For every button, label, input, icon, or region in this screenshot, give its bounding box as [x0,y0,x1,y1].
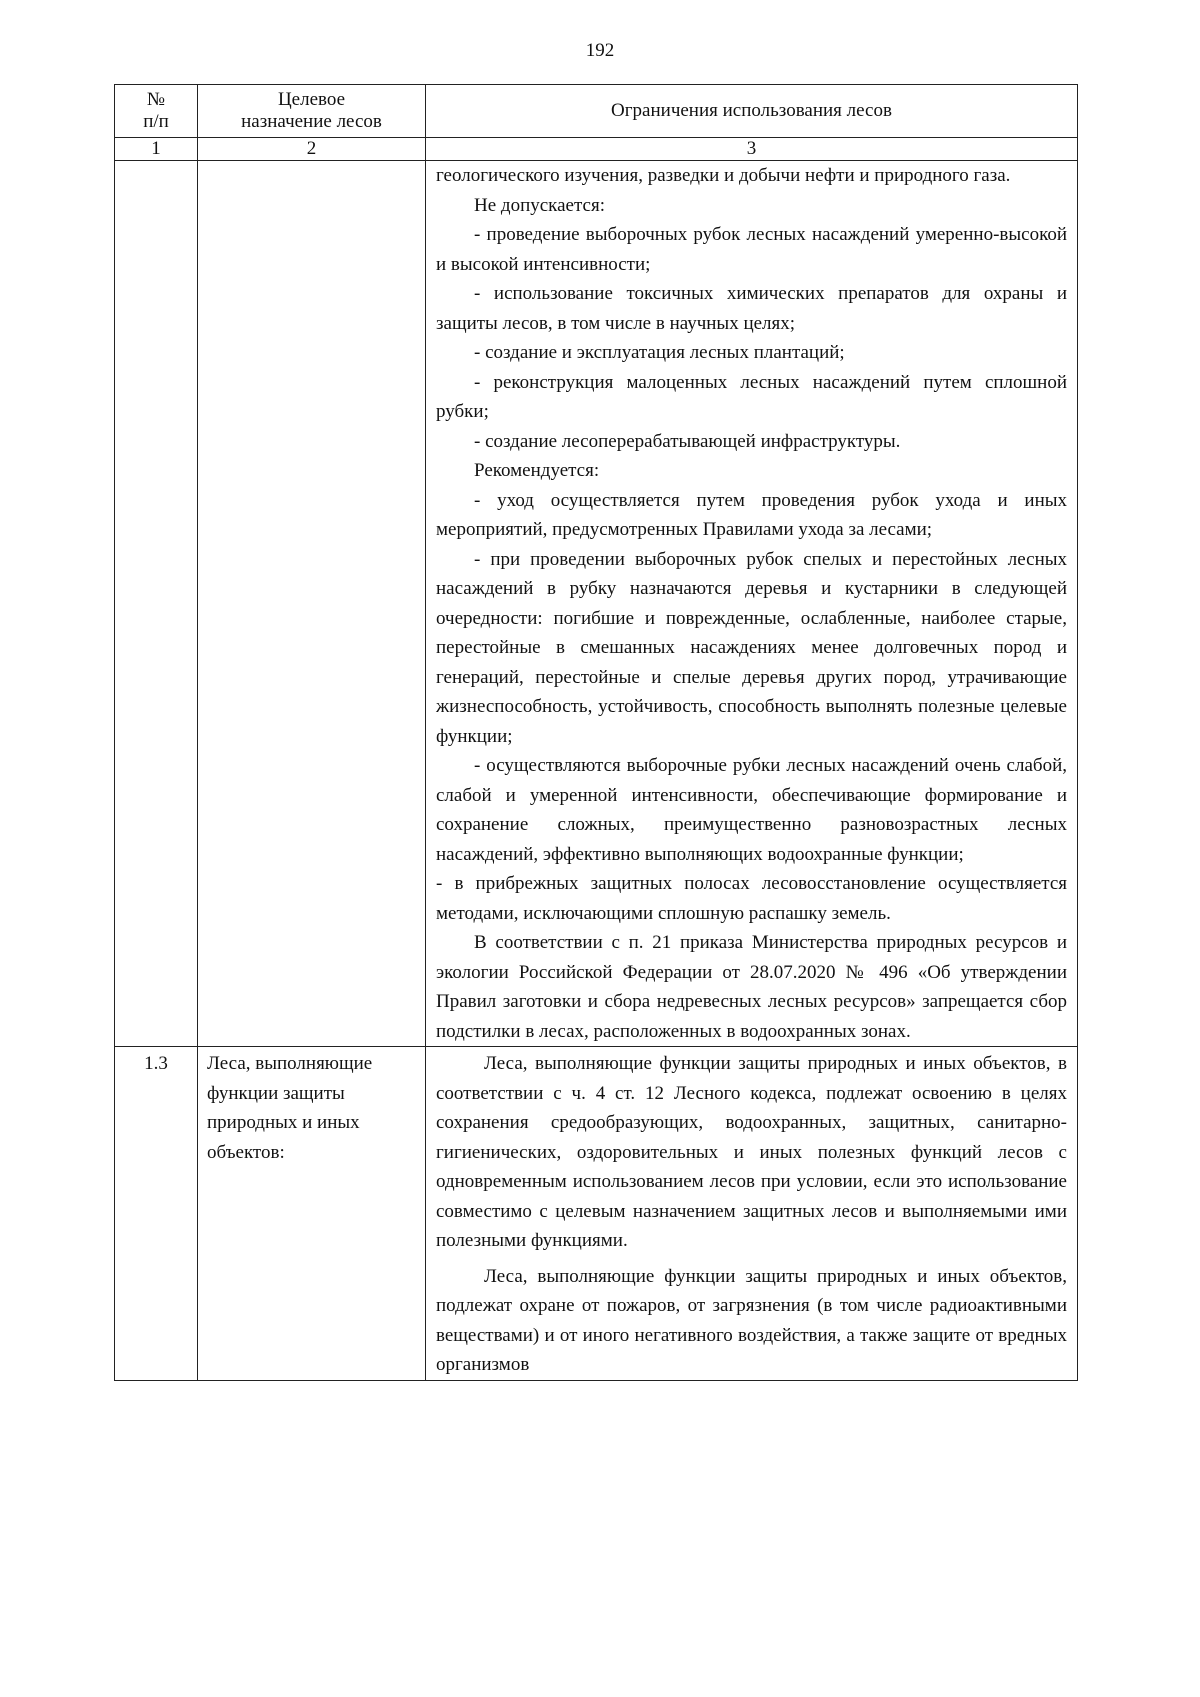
paragraph: - использование токсичных химических препаратов для охраны и защиты лесов, в том числе в научных целях; [436,283,1067,334]
row-number-cell: 1.3 [115,1047,198,1381]
table-row [115,161,1078,1047]
paragraph: Не допускается: [474,194,605,216]
header-number-line1: № [146,89,166,110]
header-purpose-line2: назначение лесов [241,111,382,132]
paragraph: В соответствии с п. 21 приказа Министерства природных ресурсов и экологии Российской Федерации от 28.07.2020 № 496 «Об утверждении Правил заготовки и сбора недревесных лесных ресурсов» запрещается сбор подстилки в лесах, расположенных в водоохранных зонах. [436,932,1067,1042]
header-limits: Ограничения использования лесов [426,85,1078,138]
column-number-3: 3 [426,138,1078,161]
column-number-row [115,138,1078,161]
row-limits-cell [426,161,1078,1047]
row-limits-cell [426,1047,1078,1381]
paragraph: Леса, выполняющие функции защиты природных и иных объектов, в соответствии с ч. 4 ст. 12 Лесного кодекса, подлежат освоению в целях сохранения средообразующих, водоохранных, защитных, санитарно-гигиенических, оздоровительных и иных полезных функций лесов с одновременным использованием лесов при условии, если это использование совместимо с целевым назначением защитных лесов и выполняемыми ими полезными функциями. [436,1053,1067,1251]
paragraph: - создание лесоперерабатывающей инфраструктуры. [474,430,901,452]
paragraph: - уход осуществляется путем проведения рубок ухода и иных мероприятий, предусмотренных Правилами ухода за лесами; [436,489,1067,540]
paragraph: - при проведении выборочных рубок спелых и перестойных лесных насаждений в рубку назначаются деревья и кустарники в следующей очередности: погибшие и поврежденные, ослабленные, наиболее старые, перестойные в смешанных насаждениях менее долговечных пород и генераций, перестойные и спелые деревья других пород, утрачивающие жизнеспособность, устойчивость, способность выполнять полезные целевые функции; [436,548,1067,747]
header-number [115,85,198,138]
row-purpose-cell: Леса, выполняющие функции защиты природных и иных объектов: [198,1047,426,1381]
paragraph: - осуществляются выборочные рубки лесных насаждений очень слабой, слабой и умеренной интенсивности, обеспечивающие формирование и сохранение сложных, преимущественно разновозрастных лесных насаждений, эффективно выполняющих водоохранные функции; [436,755,1067,865]
paragraph: Рекомендуется: [474,460,600,481]
row-number-cell [115,161,198,1047]
header-number-line2: п/п [143,111,169,132]
header-purpose-line1: Целевое [277,89,346,110]
table-row [115,1047,1078,1381]
row-purpose-cell [198,161,426,1047]
paragraph: Леса, выполняющие функции защиты природных и иных объектов, подлежат охране от пожаров, от загрязнения (в том числе радиоактивными веществами) и от иного негативного воздействия, а также защите от вредных организмов [436,1265,1067,1375]
table-header-row [115,85,1078,138]
paragraph: геологического изучения, разведки и добычи нефти и природного газа. [436,165,1011,186]
page-number: 192 [585,40,615,61]
header-purpose [198,85,426,138]
paragraph: - реконструкция малоценных лесных насаждений путем сплошной рубки; [436,371,1067,422]
paragraph: - в прибрежных защитных полосах лесовосстановление осуществляется методами, исключающими сплошную распашку земель. [436,873,1067,924]
restrictions-table [114,84,1078,1381]
column-number-2: 2 [198,138,426,161]
paragraph: - создание и эксплуатация лесных плантаций; [474,342,845,363]
paragraph: - проведение выборочных рубок лесных насаждений умеренно-высокой и высокой интенсивности; [436,224,1067,275]
column-number-1: 1 [115,138,198,161]
